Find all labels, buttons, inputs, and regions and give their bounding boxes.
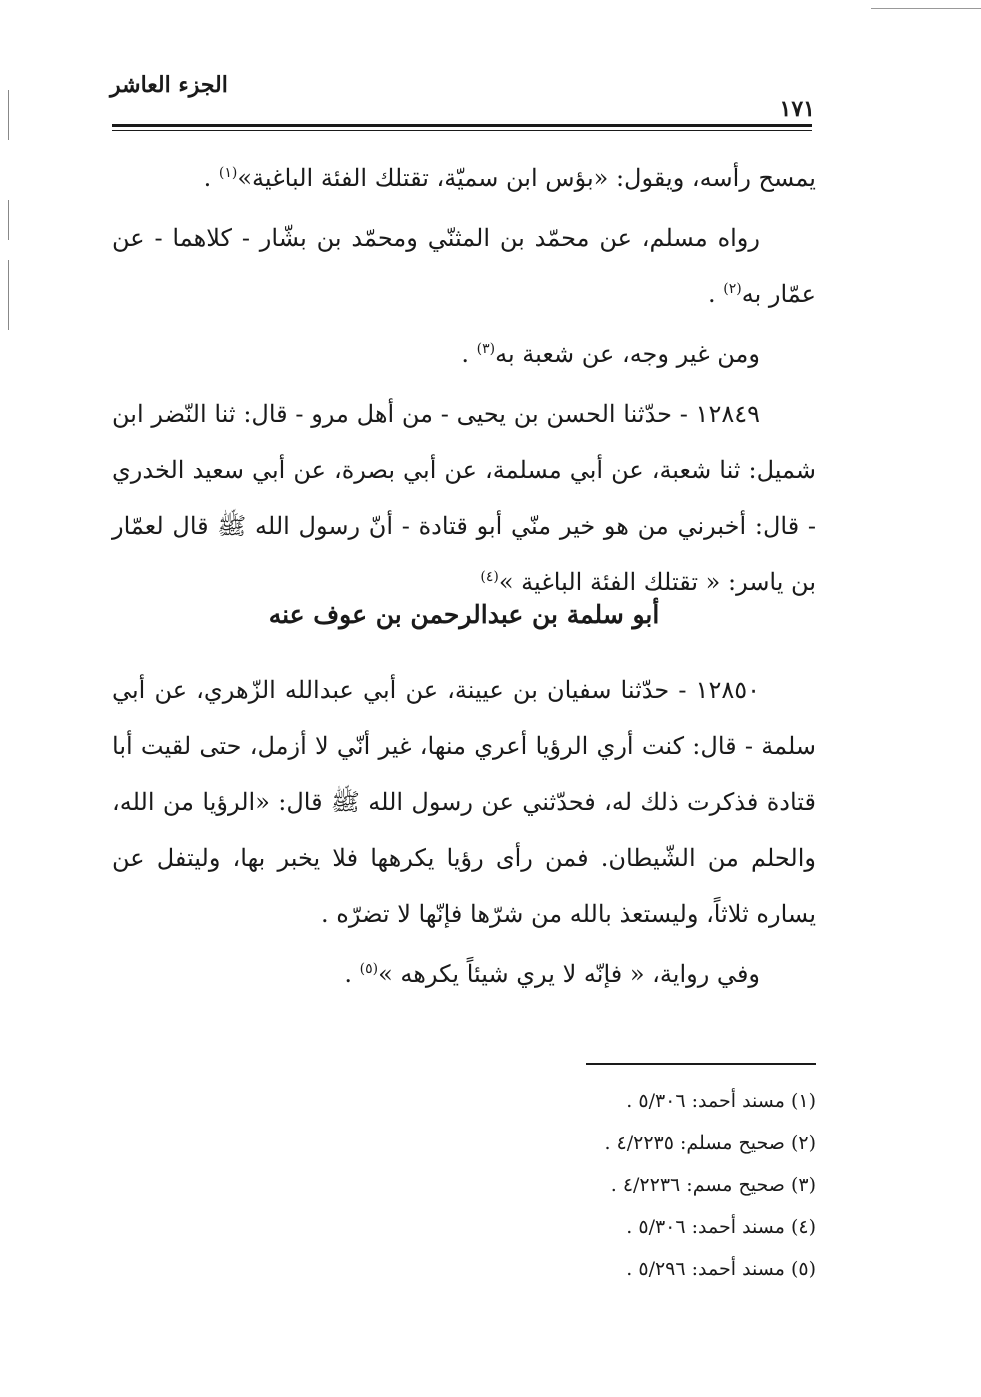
paragraph bbox=[112, 150, 816, 206]
footnote-item: (٥) مسند أحمد: ٥/٢٩٦ . bbox=[626, 1258, 816, 1280]
paragraph-tail: . bbox=[344, 960, 360, 988]
footnote-item: (١) مسند أحمد: ٥/٣٠٦ . bbox=[626, 1090, 816, 1112]
margin-mark bbox=[8, 90, 9, 140]
footnotes bbox=[520, 1080, 816, 1290]
paragraph-text: ١٢٨٤٩ - حدّثنا الحسن بن يحيى - من أهل مرو - قال: ثنا النّضر ابن شميل: ثنا شعبة، عن أبي مسلمة، عن أبي بصرة، عن أبي سعيد الخدري - قال: أخبرني من هو خير منّي أبو قتادة - أنّ رسول الله ﷺ قال لعمّار بن ياسر: « تقتلك الفئة الباغية » bbox=[112, 400, 816, 596]
paragraph-text: ١٢٨٥٠ - حدّثنا سفيان بن عيينة، عن أبي عبدالله الزّهري، عن أبي سلمة - قال: كنت أري الرؤيا أعري منها، غير أنّي لا أزمل، حتى لقيت أبا قتادة فذكرت ذلك له، فحدّثني عن رسول الله ﷺ قال: «الرؤيا من الله، والحلم من الشّيطان. فمن رأى رؤيا يكرهها فلا يخبر بها، وليتفل عن يساره ثلاثاً، وليستعذ بالله من شرّها فإنّها لا تضرّه . bbox=[112, 676, 816, 928]
footnote-item: (٣) صحيح مسم: ٤/٢٢٣٦ . bbox=[610, 1174, 816, 1196]
footnote-ref[interactable]: (٤) bbox=[480, 569, 499, 585]
paragraph bbox=[112, 386, 816, 610]
section-heading: أبو سلمة بن عبدالرحمن بن عوف عنه bbox=[268, 600, 660, 629]
paragraph bbox=[112, 210, 816, 322]
header-rule bbox=[112, 124, 812, 127]
main-text-lower bbox=[112, 662, 816, 1002]
main-text-upper bbox=[112, 150, 816, 610]
header-rule-thin bbox=[112, 130, 812, 131]
scan-edge-line bbox=[871, 8, 981, 9]
paragraph-tail: . bbox=[203, 164, 219, 192]
paragraph bbox=[112, 946, 816, 1002]
page-number: ١٧١ bbox=[779, 96, 815, 122]
footnote-ref[interactable]: (٢) bbox=[723, 281, 742, 297]
footnote-ref[interactable]: (٥) bbox=[359, 961, 379, 977]
paragraph bbox=[112, 326, 816, 382]
footnote-ref[interactable]: (١) bbox=[218, 165, 238, 181]
paragraph-tail: . bbox=[707, 280, 724, 308]
footnote-separator bbox=[586, 1063, 816, 1065]
running-header-title: الجزء العاشر bbox=[110, 72, 228, 98]
paragraph-text: وفي رواية، « فإنّه لا يري شيئاً يكرهه » bbox=[378, 960, 760, 988]
paragraph-text: ومن غير وجه، عن شعبة به bbox=[495, 340, 760, 368]
footnote-item: (٢) صحيح مسلم: ٤/٢٢٣٥ . bbox=[604, 1132, 816, 1154]
paragraph-text: يمسح رأسه، ويقول: «بؤس ابن سميّة، تقتلك الفئة الباغية» bbox=[237, 164, 816, 192]
margin-mark bbox=[8, 260, 9, 330]
footnote-ref[interactable]: (٣) bbox=[476, 341, 496, 357]
paragraph-tail: . bbox=[461, 340, 477, 368]
margin-mark bbox=[8, 200, 9, 240]
footnote-item: (٤) مسند أحمد: ٥/٣٠٦ . bbox=[626, 1216, 816, 1238]
paragraph bbox=[112, 662, 816, 942]
paragraph-text: رواه مسلم، عن محمّد بن المثنّي ومحمّد بن بشّار - كلاهما - عن عمّار به bbox=[112, 224, 816, 308]
